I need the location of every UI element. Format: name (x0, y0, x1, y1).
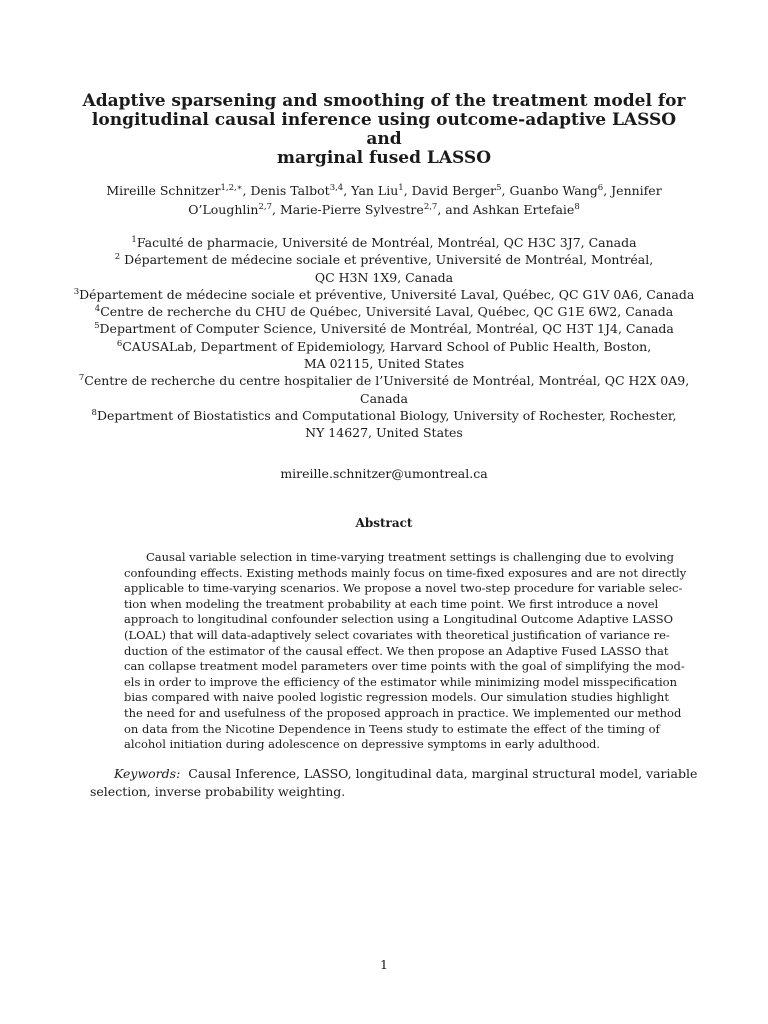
author-name: Yan Liu (351, 183, 399, 198)
author-name: David Berger (411, 183, 497, 198)
affiliation-line (60, 407, 708, 424)
author-line (84, 181, 684, 200)
affiliation-marker: 4 (94, 304, 101, 315)
author-affiliation-marker: 6 (597, 183, 604, 193)
abstract-body (124, 550, 687, 753)
affiliation-line (60, 303, 708, 320)
author-affiliation-marker: 1,2,∗ (220, 183, 243, 193)
abstract-line: applicable to time-varying scenarios. We propose a novel two-step procedure for variable selec- (124, 581, 683, 596)
affiliation-line: QC H3N 1X9, Canada (314, 269, 454, 285)
author-affiliation-marker: 1 (398, 183, 404, 193)
author-separator: , (343, 183, 352, 198)
abstract-line: can collapse treatment model parameters over time points with the goal of simplifying the mod- (124, 659, 685, 674)
keywords-line (90, 765, 698, 783)
affiliation-marker: 5 (94, 321, 100, 332)
author-separator: , (242, 183, 251, 198)
abstract-line: bias compared with naive pooled logistic regression models. Our simulation studies highlight (124, 690, 669, 705)
keywords-label: Keywords: (114, 766, 181, 781)
affiliation-marker: 1 (131, 235, 137, 245)
affiliation-line (60, 234, 708, 251)
author-name: Ashkan Ertefaie (472, 202, 575, 217)
abstract-line: els in order to improve the efficiency of the estimator while minimizing model misspecification (124, 674, 677, 689)
author-line (84, 200, 684, 219)
affiliation-text: Centre de recherche du centre hospitalier de l’Université de Montréal, Montréal, QC H2X 0A9, (84, 373, 690, 389)
page-number: 1 (380, 957, 388, 972)
author-affiliation-marker: 2,7 (258, 202, 272, 212)
affiliation-line (60, 286, 708, 303)
affiliation-text: Département de médecine sociale et préventive, Université Laval, Québec, QC G1V 0A6, Canada (79, 286, 695, 302)
title-line: Adaptive sparsening and smoothing of the treatment model for (82, 91, 686, 111)
affiliation-text: CAUSALab, Department of Epidemiology, Harvard School of Public Health, Boston, (122, 338, 652, 354)
keywords-line: selection, inverse probability weighting. (90, 783, 346, 799)
abstract-line: duction of the estimator of the causal effect. We then propose an Adaptive Fused LASSO that (124, 643, 669, 658)
author-separator: , (403, 183, 412, 198)
author-separator: , (501, 183, 510, 198)
author-name: Denis Talbot (250, 183, 330, 198)
affiliation-marker: 8 (91, 407, 97, 418)
corresponding-email[interactable]: mireille.schnitzer@umontreal.ca (280, 466, 488, 481)
abstract-line: alcohol initiation during adolescence on depressive symptoms in early adulthood. (124, 737, 601, 752)
paper-title (80, 92, 688, 168)
author-separator: , (271, 202, 280, 217)
abstract-line: on data from the Nicotine Dependence in Teens study to estimate the effect of the timing of (124, 721, 660, 736)
keywords-text: Causal Inference, LASSO, longitudinal data, marginal structural model, variable (188, 766, 698, 781)
affiliation-line (60, 251, 708, 268)
abstract-line: the need for and usefulness of the proposed approach in practice. We implemented our method (124, 705, 682, 720)
affiliation-text: Faculté de pharmacie, Université de Montréal, Montréal, QC H3C 3J7, Canada (136, 235, 637, 250)
abstract-heading: Abstract (355, 516, 413, 530)
affiliation-text: Département de médecine sociale et préventive, Université de Montréal, Montréal, (120, 252, 654, 268)
affiliation-marker: 2 (114, 252, 121, 263)
affiliation-text: Department of Biostatistics and Computational Biology, University of Rochester, Rochester, (96, 407, 677, 423)
abstract-line: confounding effects. Existing methods mainly focus on time-fixed exposures and are not directly (124, 565, 687, 580)
affiliation-line (60, 338, 708, 355)
abstract-line: Causal variable selection in time-varying treatment settings is challenging due to evolving (146, 550, 675, 564)
affiliation-line (60, 320, 708, 337)
author-affiliation-marker: 2,7 (423, 202, 438, 212)
author-list (84, 181, 684, 219)
affiliation-line (60, 372, 708, 389)
affiliation-line: MA 02115, United States (303, 356, 465, 372)
title-line: marginal fused LASSO (276, 148, 492, 168)
abstract-line: approach to longitudinal confounder selection using a Longitudinal Outcome Adaptive LASSO (124, 612, 674, 627)
author-name: Guanbo Wang (509, 183, 598, 198)
affiliation-list (60, 234, 708, 442)
author-affiliation-marker: 3,4 (329, 183, 344, 193)
author-name: Marie-Pierre Sylvestre (279, 202, 424, 217)
author-separator: , and (437, 202, 473, 217)
author-separator: , Jennifer (603, 183, 662, 198)
author-name: Mireille Schnitzer (106, 183, 221, 198)
title-line: longitudinal causal inference using outcome-adaptive LASSO and (91, 110, 677, 149)
affiliation-marker: 6 (116, 338, 123, 349)
affiliation-line: Canada (360, 390, 408, 406)
affiliation-marker: 3 (73, 286, 80, 297)
author-affiliation-marker: 5 (496, 183, 502, 193)
affiliation-text: Centre de recherche du CHU de Québec, Université Laval, Québec, QC G1E 6W2, Canada (100, 304, 674, 320)
abstract-line: tion when modeling the treatment probability at each time point. We first introduce a novel (124, 596, 659, 611)
affiliation-marker: 7 (78, 373, 85, 384)
keywords-section (90, 765, 698, 800)
abstract-line: (LOAL) that will data-adaptively select covariates with theoretical justification of variance re- (124, 627, 670, 642)
author-name: O’Loughlin (188, 202, 259, 217)
affiliation-text: Department of Computer Science, Université de Montréal, Montréal, QC H3T 1J4, Canada (99, 321, 674, 337)
affiliation-line: NY 14627, United States (305, 425, 463, 441)
author-affiliation-marker: 8 (574, 202, 580, 212)
